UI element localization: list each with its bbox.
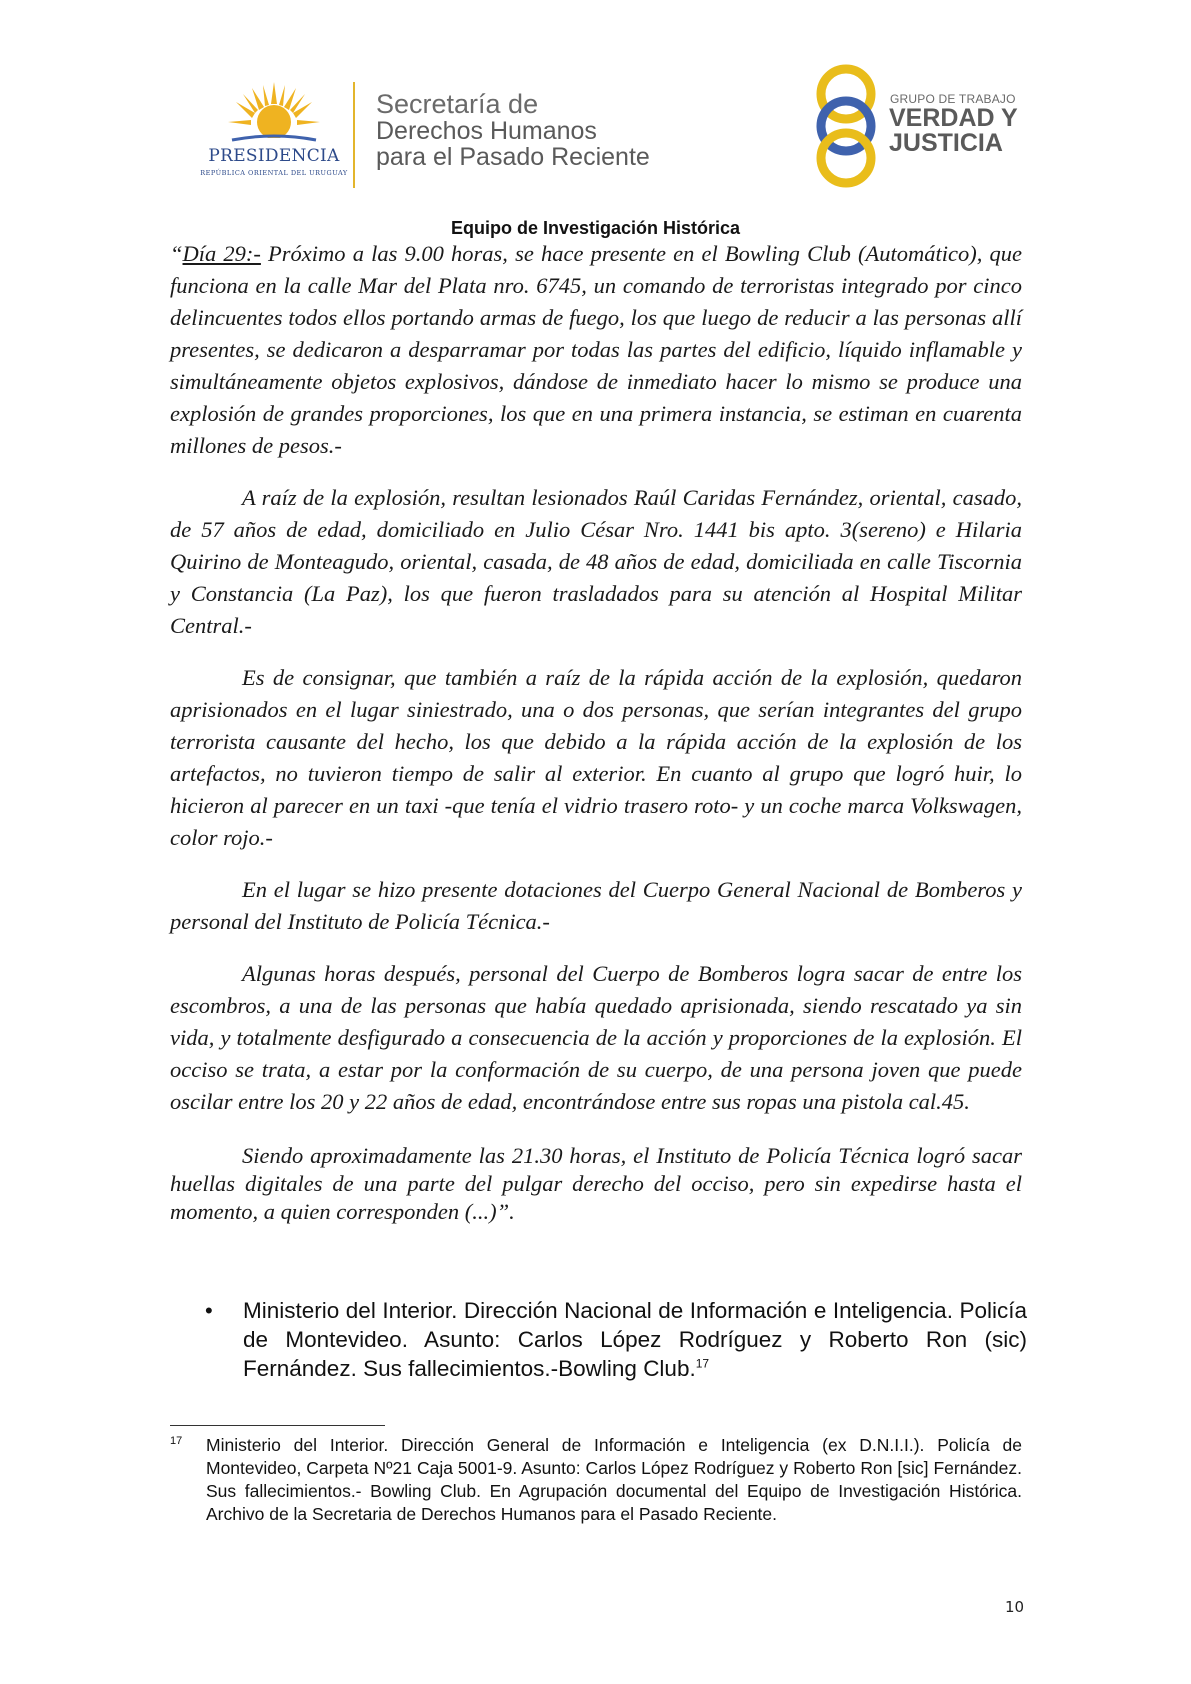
secretaria-line-3: para el Pasado Reciente [376,143,650,171]
header-divider [353,82,355,188]
source-bullet-text: Ministerio del Interior. Dirección Nacional de Información e Inteligencia. Policía de Montevideo. Asunto: Carlos López Rodríguez y Roberto Ron (sic) Fernández. Sus fallecimientos.-Bowling Club. [243,1298,1027,1381]
paragraph-2: A raíz de la explosión, resultan lesionados Raúl Caridas Fernández, oriental, casado, de 57 años de edad, domiciliado en Julio César Nro. 1441 bis apto. 3(sereno) e Hilaria Quirino de Monteagudo, oriental, casada, de 48 años de edad, domiciliada en calle Tiscornia y Constancia (La Paz), los que fueron trasladados para su atención al Hospital Militar Central.- [170,485,1022,638]
interlocked-rings-icon [812,62,884,190]
footnote-reference[interactable]: 17 [695,1356,710,1371]
paragraph-5: Algunas horas después, personal del Cuerpo de Bomberos logra sacar de entre los escombros, a una de las personas que había quedado aprisionada, siendo rescatado ya sin vida, y totalmente desfigurado a consecuencia de la acción y proporciones de la explosión. El occiso se trata, a estar por la conformación de su cuerpo, de una persona joven que puede oscilar entre los 20 y 22 años de edad, encontrándose entre sus ropas una pistola cal.45. [170,961,1022,1114]
paragraph-4: En el lugar se hizo presente dotaciones del Cuerpo General Nacional de Bomberos y personal del Instituto de Policía Técnica.- [170,877,1022,934]
paragraph-6: Siendo aproximadamente las 21.30 horas, el Instituto de Policía Técnica logró sacar huellas digitales de una parte del pulgar derecho del occiso, pero sin expedirse hasta el momento, a quien corresponden (...)”. [170,1143,1022,1224]
footnote [170,1434,1022,1526]
secretaria-line-2: Derechos Humanos [376,117,597,145]
secretaria-logo-text [376,90,650,170]
quoted-report [170,238,1022,1246]
presidencia-wordmark: PRESIDENCIA [208,146,340,166]
sun-emblem-icon [228,82,320,148]
paragraph-1-text: Próximo a las 9.00 horas, se hace presente en el Bowling Club (Automático), que funciona en la calle Mar del Plata nro. 6745, un comando de terroristas integrado por cinco delincuentes todos ellos portando armas de fuego, los que luego de reducir a las personas allí presentes, se dedicaron a desparramar por todas las partes del edificio, líquido inflamable y simultáneamente objetos explosivos, dándose de inmediato hacer lo mismo se produce una explosión de grandes proporciones, los que en una primera instancia, se estiman en cuarenta millones de pesos.- [170,241,1022,458]
paragraph-1 [170,238,1022,462]
page-number: 10 [1005,1598,1025,1616]
team-heading: Equipo de Investigación Histórica [450,218,741,238]
opening-quote: “ [170,241,183,266]
paragraph-3: Es de consignar, que también a raíz de la rápida acción de la explosión, quedaron aprisionados en el lugar siniestrado, una o dos personas, que serían integrantes del grupo terrorista causante del hecho, los que debido a la rápida acción de la explosión de los artefactos, no tuvieron tiempo de salir al exterior. En cuanto al grupo que logró huir, lo hicieron al parecer en un taxi -que tenía el vidrio trasero roto- y un coche marca Volkswagen, color rojo.- [170,665,1022,850]
footnote-number: 17 [170,1435,183,1447]
presidencia-logo [196,82,352,182]
gtvj-title-line-1: VERDAD Y [889,104,1018,132]
day-label: Día 29:- [182,241,261,266]
gtvj-title-line-2: JUSTICIA [889,129,1003,157]
secretaria-line-1: Secretaría de [376,89,539,119]
footnote-text: Ministerio del Interior. Dirección General de Información e Inteligencia (ex D.N.I.I.). Policía de Montevideo, Carpeta Nº21 Caja 5001-9. Asunto: Carlos López Rodríguez y Roberto Ron [sic] Fernández. Sus fallecimientos.- Bowling Club. En Agrupación documental del Equipo de Investigación Histórica. Archivo de la Secretaria de Derechos Humanos para el Pasado Reciente. [206,1435,1022,1524]
gtvj-small-text: GRUPO DE TRABAJO [890,92,1016,106]
footnote-separator [170,1425,385,1426]
bullet-symbol: • [205,1298,213,1323]
gtvj-title [889,106,1018,156]
verdad-justicia-logo [812,62,1052,190]
source-bullet [205,1296,1027,1383]
presidencia-subtitle: REPÚBLICA ORIENTAL DEL URUGUAY [200,169,348,177]
